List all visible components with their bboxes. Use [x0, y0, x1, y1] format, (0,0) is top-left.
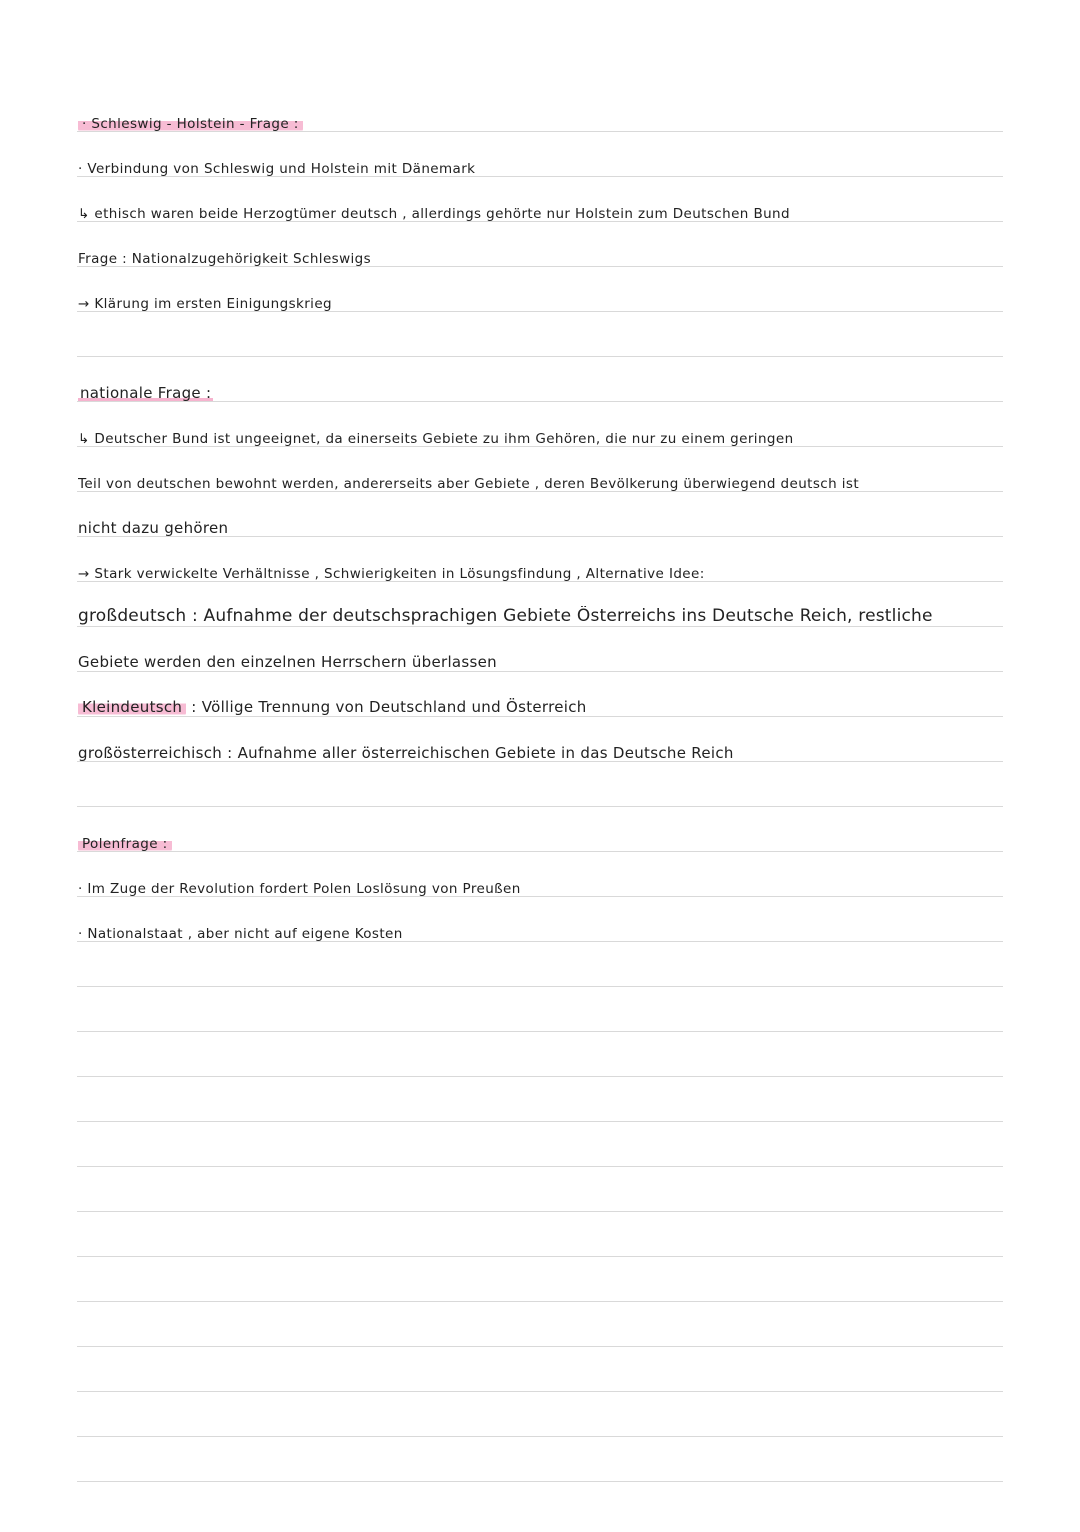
underlined-heading: nationale Frage :: [80, 384, 212, 402]
rule-line: [77, 626, 1003, 627]
term-definition: : Völlige Trennung von Deutschland und Österreich: [191, 698, 587, 716]
section-heading: [78, 114, 998, 134]
rule-line: [77, 1436, 1003, 1437]
highlighted-heading: Polenfrage :: [78, 836, 172, 852]
rule-line: [77, 1346, 1003, 1347]
note-line: großdeutsch : Aufnahme der deutschsprachigen Gebiete Österreichs ins Deutsche Reich, restliche: [78, 606, 933, 626]
note-line-kleindeutsch: [78, 697, 998, 717]
note-line: ↳ Deutscher Bund ist ungeeignet, da einerseits Gebiete zu ihm Gehören, die nur zu einem geringen: [78, 431, 794, 447]
highlighted-term: Kleindeutsch: [78, 698, 186, 716]
rule-line: [77, 1256, 1003, 1257]
rule-line: [77, 356, 1003, 357]
note-line: nicht dazu gehören: [78, 519, 229, 537]
note-line: großösterreichisch : Aufnahme aller österreichischen Gebiete in das Deutsche Reich: [78, 744, 734, 762]
note-line: ↳ ethisch waren beide Herzogtümer deutsch , allerdings gehörte nur Holstein zum Deutschen Bund: [78, 206, 790, 222]
rule-line: [77, 1166, 1003, 1167]
rule-line: [77, 986, 1003, 987]
note-line: → Klärung im ersten Einigungskrieg: [78, 296, 332, 312]
note-line: · Nationalstaat , aber nicht auf eigene Kosten: [78, 926, 403, 942]
note-line: · Verbindung von Schleswig und Holstein mit Dänemark: [78, 161, 476, 177]
highlighted-heading: · Schleswig - Holstein - Frage :: [78, 116, 303, 132]
rule-line: [77, 1391, 1003, 1392]
rule-line: [77, 1481, 1003, 1482]
note-line: Frage : Nationalzugehörigkeit Schleswigs: [78, 251, 372, 267]
note-line: · Im Zuge der Revolution fordert Polen Loslösung von Preußen: [78, 881, 521, 897]
note-line: → Stark verwickelte Verhältnisse , Schwierigkeiten in Lösungsfindung , Alternative Idee:: [78, 566, 705, 582]
rule-line: [77, 1076, 1003, 1077]
note-line: Teil von deutschen bewohnt werden, andererseits aber Gebiete , deren Bevölkerung überwiegend deutsch ist: [78, 476, 860, 492]
rule-line: [77, 1211, 1003, 1212]
note-line: Gebiete werden den einzelnen Herrschern überlassen: [78, 653, 497, 671]
rule-line: [77, 1301, 1003, 1302]
section-heading: [78, 383, 998, 403]
rule-line: [77, 806, 1003, 807]
rule-line: [77, 1121, 1003, 1122]
section-heading: [78, 834, 998, 854]
rule-line: [77, 1031, 1003, 1032]
